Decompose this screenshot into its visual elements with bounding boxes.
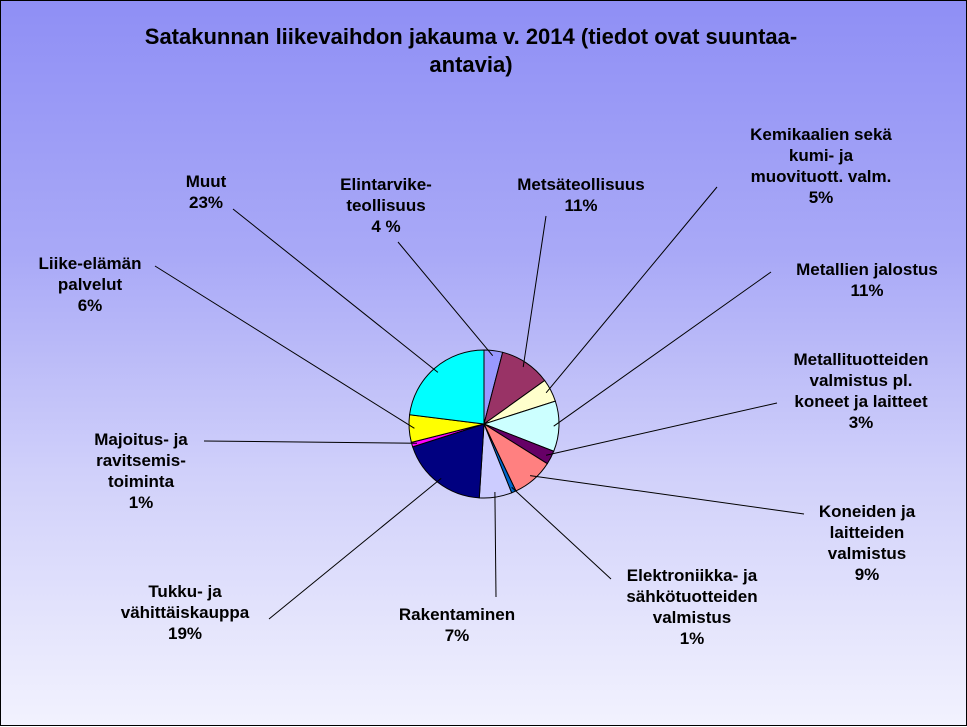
slice-label-value: 11% bbox=[564, 196, 598, 215]
slice-label-name: Kemikaalien sekä kumi- ja muovituott. valm. bbox=[750, 125, 892, 186]
slice-label bbox=[796, 259, 938, 301]
slice-label-value: 3% bbox=[848, 413, 874, 432]
leader-line bbox=[546, 403, 777, 455]
slice-label-value: 1% bbox=[679, 629, 705, 648]
slice-label bbox=[517, 174, 645, 216]
slice-label-value: 1% bbox=[128, 493, 154, 512]
slice-label-name: Metallituotteiden valmistus pl. koneet ja laitteet bbox=[793, 350, 929, 411]
leader-line bbox=[269, 478, 441, 619]
slice-label-name: Majoitus- ja ravitsemis- toiminta bbox=[94, 430, 188, 491]
slice-label-name: Rakentaminen bbox=[398, 605, 516, 624]
slice-label bbox=[340, 174, 432, 237]
leader-line bbox=[554, 272, 771, 426]
slice-label-value: 4 % bbox=[371, 217, 401, 236]
leader-line bbox=[398, 242, 493, 356]
slice-label-value: 19% bbox=[167, 624, 203, 643]
slice-label-name: Elektroniikka- ja sähkötuotteiden valmistus bbox=[626, 566, 758, 627]
chart-title-line-1: Satakunnan liikevaihdon jakauma v. 2014 (tiedot ovat suuntaa- bbox=[144, 24, 798, 49]
pie-slices bbox=[409, 350, 559, 498]
slice-label bbox=[186, 171, 227, 213]
slice-label bbox=[793, 349, 928, 433]
slice-label-name: Tukku- ja vähittäiskauppa bbox=[120, 582, 250, 622]
slice-label-name: Metsäteollisuus bbox=[517, 175, 645, 194]
pie-slice bbox=[410, 350, 484, 424]
chart-title-line-2: antavia) bbox=[429, 52, 513, 77]
leader-line bbox=[495, 492, 496, 597]
leader-line bbox=[523, 216, 546, 367]
slice-label bbox=[399, 604, 515, 646]
slice-label-name: Koneiden ja laitteiden valmistus bbox=[818, 502, 916, 563]
slice-label-name: Elintarvike- teollisuus bbox=[340, 175, 432, 215]
leader-line bbox=[546, 187, 717, 393]
slice-label-value: 23% bbox=[188, 193, 224, 212]
slice-label-value: 5% bbox=[808, 188, 834, 207]
slice-label bbox=[121, 581, 250, 644]
slice-label bbox=[39, 253, 142, 316]
slice-label bbox=[750, 124, 892, 208]
slice-label bbox=[819, 501, 915, 585]
slice-label-name: Liike-elämän palvelut bbox=[38, 254, 142, 294]
leader-line bbox=[512, 487, 611, 579]
slice-label-value: 9% bbox=[854, 565, 880, 584]
slice-label-name: Metallien jalostus bbox=[796, 260, 938, 279]
slice-label-value: 7% bbox=[444, 626, 470, 645]
slice-label bbox=[626, 565, 757, 649]
leader-line bbox=[204, 441, 417, 443]
slice-label-name: Muut bbox=[185, 172, 227, 191]
slice-label-value: 11% bbox=[850, 281, 884, 300]
slice-label bbox=[94, 429, 188, 513]
leader-line bbox=[155, 266, 414, 428]
slice-label-value: 6% bbox=[77, 296, 103, 315]
leader-line bbox=[530, 476, 804, 514]
